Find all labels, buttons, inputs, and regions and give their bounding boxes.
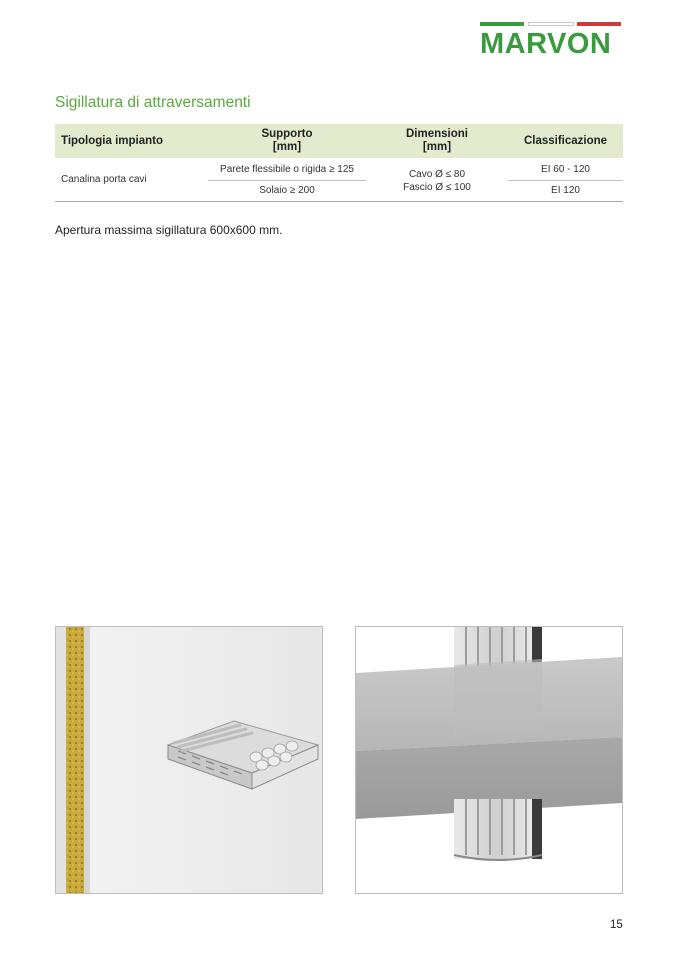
header-supporto-label: Supporto [261,128,313,140]
brand-logo [480,22,623,60]
header-tipologia-label: Tipologia impianto [61,134,164,147]
row-divider [508,180,623,181]
header-dimensioni [366,124,508,158]
header-supporto-unit: [mm] [272,141,302,153]
header-tipologia [61,124,163,158]
note-text: Apertura massima sigillatura 600x600 mm. [55,223,283,237]
flag-stripe-white [528,22,574,26]
sealing-table [55,124,623,202]
brand-wordmark: MARVON [480,28,612,60]
cell-dimensioni-fascio: Fascio Ø ≤ 100 [403,182,471,193]
header-dimensioni-unit: [mm] [422,141,452,153]
cell-classificazione-2: EI 120 [551,185,580,196]
row-divider [208,180,366,181]
table-header [55,124,623,158]
cell-dimensioni-cavo: Cavo Ø ≤ 80 [408,169,466,180]
floor-penetration-illustration [356,627,622,893]
cell-classificazione-1: EI 60 - 120 [541,164,590,175]
table-bottom-rule [55,201,623,202]
header-classificazione [508,124,623,158]
section-title: Sigillatura di attraversamenti [55,94,251,111]
flag-stripe-red [577,22,621,26]
header-classificazione-label: Classificazione [523,134,608,147]
wall-penetration-illustration [56,627,322,893]
header-dimensioni-label: Dimensioni [406,128,468,140]
flag-stripe-green [480,22,524,26]
cell-supporto-parete: Parete flessibile o rigida ≥ 125 [220,164,354,175]
table-row [55,158,623,202]
figure-wall-penetration [55,626,323,894]
figure-floor-penetration [355,626,623,894]
cell-tipologia: Canalina porta cavi [61,174,147,185]
cell-supporto-solaio: Solaio ≥ 200 [259,185,315,196]
page-number: 15 [610,919,623,931]
header-supporto [208,124,366,158]
cell-dimensioni [366,168,508,194]
